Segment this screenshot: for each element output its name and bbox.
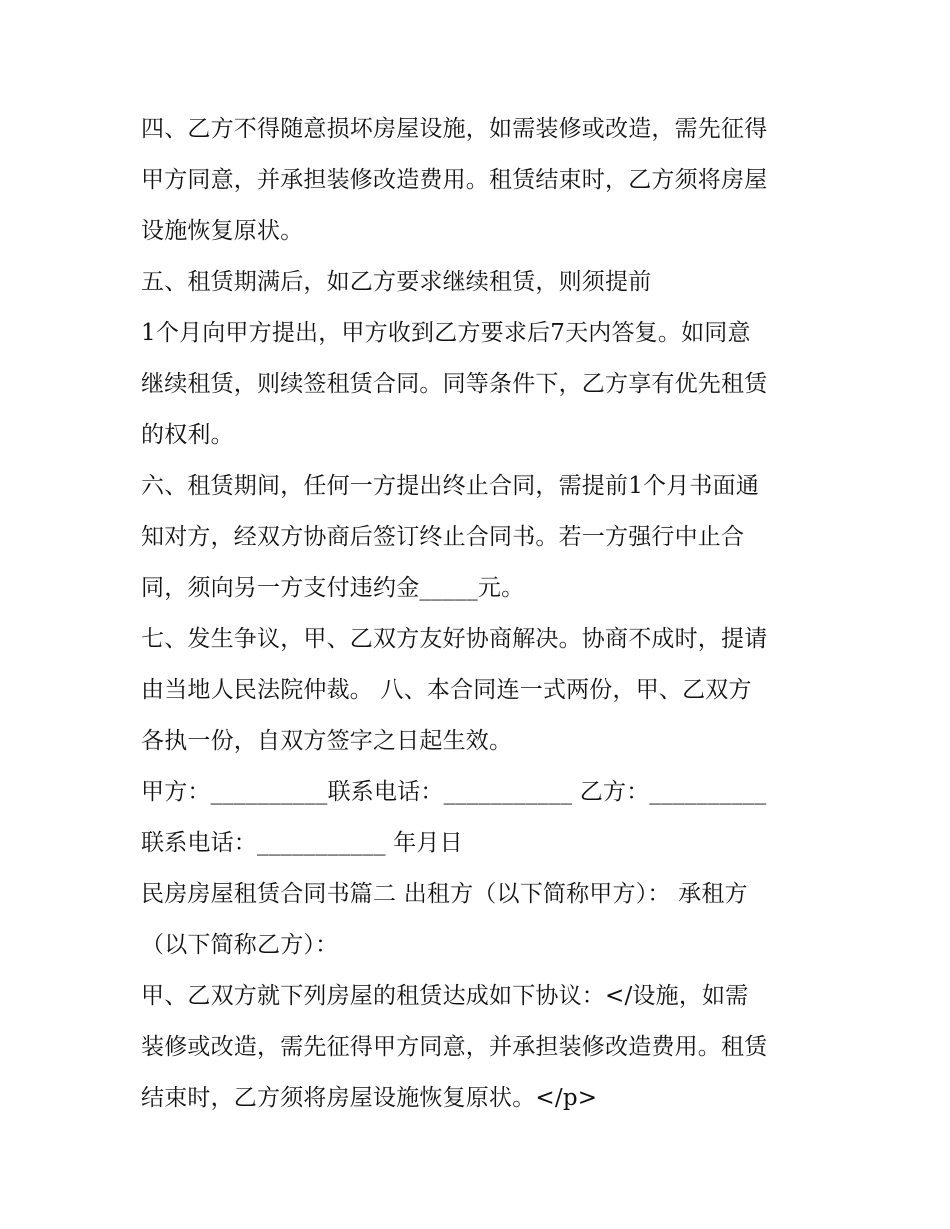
contract-2-body-line-1: 甲、乙双方就下列房屋的租赁达成如下协议：</设施，如需 [141,983,749,1009]
contract-2-body-line-3: 结束时，乙方须将房屋设施恢复原状。</p> [141,1085,598,1111]
clause-5-line-3: 继续租赁，则续签租赁合同。同等条件下，乙方享有优先租赁 [141,371,768,397]
clause-8-line-3: 各执一份，自双方签字之日起生效。 [141,728,513,754]
clause-5-line-1: 五、租赁期满后，如乙方要求继续租赁，则须提前 [141,269,652,295]
signature-line-1: 甲方：__________联系电话：___________ 乙方：__________ [141,779,767,805]
document-body [141,104,813,1124]
clause-7-8-line-2: 由当地人民法院仲裁。 八、本合同连一式两份，甲、乙双方 [141,677,752,703]
clause-6-line-1: 六、租赁期间，任何一方提出终止合同，需提前1个月书面通 [141,473,760,499]
clause-4-line-2: 甲方同意，并承担装修改造费用。租赁结束时，乙方须将房屋 [141,167,768,193]
clause-7-line-1: 七、发生争议，甲、乙双方友好协商解决。协商不成时，提请 [141,626,768,652]
signature-line-2: 联系电话：___________ 年月日 [141,830,463,856]
clause-6-line-3: 同，须向另一方支付违约金_____元。 [141,575,525,601]
contract-2-heading-line-2: （以下简称乙方）： [141,932,339,958]
clause-4-line-3: 设施恢复原状。 [141,218,304,244]
clause-5-line-2: 1个月向甲方提出，甲方收到乙方要求后7天内答复。如同意 [141,320,751,346]
contract-2-body-line-2: 装修或改造，需先征得甲方同意，并承担装修改造费用。租赁 [141,1034,768,1060]
clause-5-line-4: 的权利。 [141,422,234,448]
clause-4-line-1: 四、乙方不得随意损坏房屋设施，如需装修或改造，需先征得 [141,116,768,142]
contract-2-heading-line-1: 民房房屋租赁合同书篇二 出租方（以下简称甲方）： 承租方 [141,881,748,907]
clause-6-line-2: 知对方，经双方协商后签订终止合同书。若一方强行中止合 [141,524,745,550]
